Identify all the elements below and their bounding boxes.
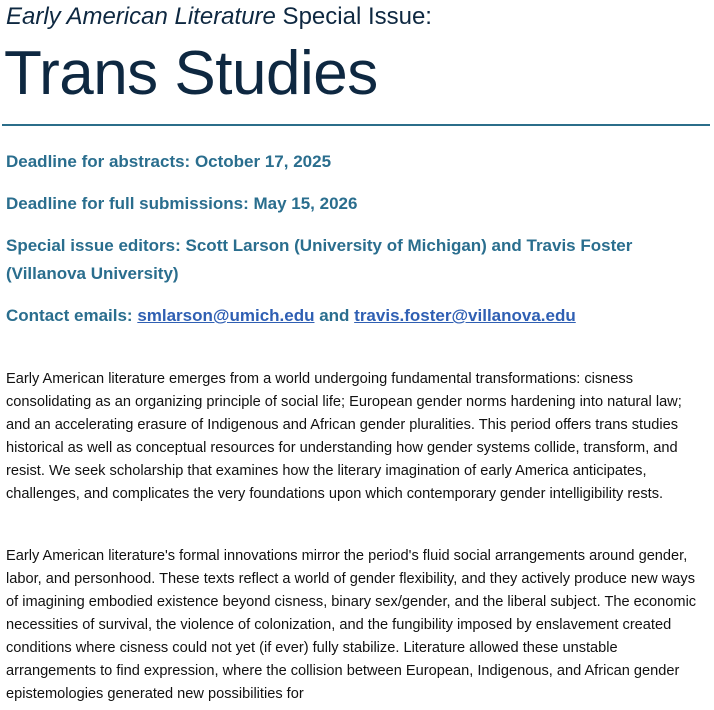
- journal-name: Early American Literature: [6, 3, 276, 30]
- page-title: Trans Studies: [4, 39, 378, 108]
- pretitle-suffix: Special Issue:: [275, 3, 432, 30]
- contact-label: Contact emails:: [6, 306, 138, 325]
- body-paragraph-1: Early American literature emerges from a world undergoing fundamental transformations: cisness consolidating as an organizing principle of social life; European gender norms hardening into natural law; and an accelerating erasure of Indigenous and African gender pluralities. This period offers trans studies historical as well as conceptual resources for understanding how gender systems collide, transform, and resist. We seek scholarship that examines how the literary imagination of early America anticipates, challenges, and complicates the very foundations upon which contemporary gender intelligibility rests.: [6, 371, 682, 502]
- full-submission-deadline: Deadline for full submissions: May 15, 2026: [6, 194, 358, 213]
- issue-pretitle: [6, 2, 432, 32]
- email-link-larson[interactable]: smlarson@umich.edu: [137, 306, 315, 325]
- body-paragraph-2: Early American literature's formal innovations mirror the period's fluid social arrangements around gender, labor, and personhood. These texts reflect a world of gender flexibility, and they actively produce new ways of imagining embodied existence beyond cisness, binary sex/gender, and the liberal subject. The economic necessities of survival, the violence of colonization, and the fungibility imposed by enslavement created conditions where cisness could not yet (if ever) fully stabilize. Literature allowed these unstable arrangements to find expression, where the collision between European, Indigenous, and African gender epistemologies generated new possibilities for: [6, 548, 697, 702]
- contact-join: and: [314, 306, 355, 325]
- abstracts-deadline: Deadline for abstracts: October 17, 2025: [6, 152, 332, 171]
- special-issue-editors: Special issue editors: Scott Larson (University of Michigan) and Travis Foster (Villanova University): [6, 236, 633, 283]
- email-link-foster[interactable]: travis.foster@villanova.edu: [354, 306, 576, 325]
- title-divider: [2, 124, 710, 126]
- contact-emails: [6, 302, 706, 330]
